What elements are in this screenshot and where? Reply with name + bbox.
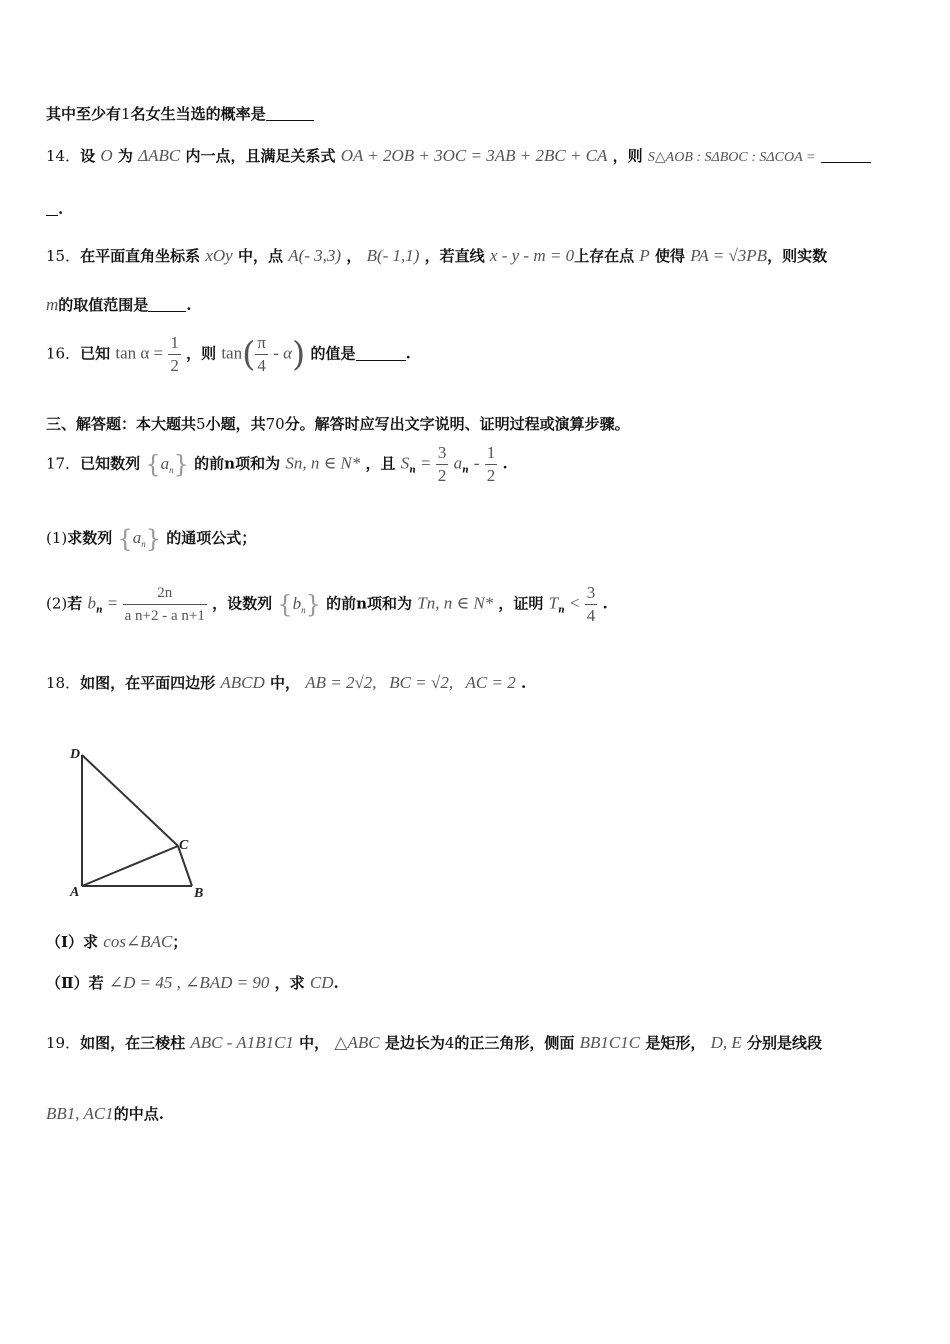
question-number: 16．	[46, 344, 81, 363]
math-cd: CD	[309, 973, 334, 992]
question-number: 18．	[46, 674, 81, 692]
text: 已知	[80, 344, 111, 363]
text: 求数列	[67, 529, 113, 547]
text: 项和为	[367, 594, 413, 613]
math-point-a: A(- 3,3)	[288, 246, 342, 265]
question-15	[46, 245, 827, 266]
answer-blank	[148, 297, 186, 312]
math-vector-equation: OA + 2OB + 3OC = 3AB + 2BC + CA	[340, 146, 608, 165]
math-conditions: AB = 2√2, BC = √2, AC = 2	[305, 673, 516, 692]
text: ，且	[365, 454, 396, 473]
math-points: D, E	[710, 1033, 742, 1052]
question-14	[46, 145, 871, 166]
text: 其中至少有	[46, 105, 122, 123]
math-fraction	[168, 332, 181, 377]
label-a: A	[70, 885, 80, 900]
text: 的前	[326, 594, 357, 613]
denominator: 2	[170, 356, 179, 375]
text: 为	[117, 147, 133, 165]
text: 的中点.	[113, 1105, 164, 1123]
math-o: O	[100, 146, 113, 165]
text: 若	[67, 594, 83, 613]
question-17	[46, 442, 508, 487]
text: 是矩形，	[645, 1034, 706, 1052]
math-fraction	[436, 442, 449, 487]
right-paren: )	[292, 334, 306, 375]
numerator: 1	[168, 332, 181, 355]
question-14-cont	[46, 200, 63, 218]
text: 已知数列	[80, 454, 141, 473]
part-label: (2)	[46, 594, 68, 613]
answer-blank	[46, 201, 58, 216]
denominator: 4	[586, 606, 596, 625]
math-fraction	[585, 582, 598, 627]
text: 中，	[269, 674, 300, 692]
text: 分。解答时应写出文字说明、证明过程或演算步骤。	[284, 415, 630, 433]
left-brace: {	[117, 525, 133, 553]
text: .	[58, 200, 64, 218]
part-label: （Ⅱ）	[46, 974, 89, 992]
text: 的通项公式；	[166, 529, 257, 547]
subscript: n	[96, 605, 103, 616]
math-fraction	[123, 582, 207, 627]
math-face: BB1C1C	[579, 1033, 641, 1052]
denominator: 2	[437, 466, 447, 485]
math-condition: PA = √3PB	[690, 246, 768, 265]
math-fraction	[485, 442, 498, 487]
numerator: π	[255, 332, 268, 355]
subscript: n	[558, 605, 565, 616]
math-s: S	[400, 453, 410, 473]
text: ，证明	[498, 594, 544, 613]
math-tan: tan	[221, 343, 243, 363]
part-label: （Ⅰ）	[46, 933, 84, 951]
math-triangle: ΔABC	[138, 146, 181, 165]
text: ，则实数	[767, 247, 828, 265]
text: ；	[172, 933, 188, 951]
label-c: C	[179, 838, 189, 853]
question-17-part-1	[46, 525, 256, 553]
text: ，则	[186, 344, 217, 363]
question-number: 17．	[46, 454, 81, 473]
right-brace: }	[305, 590, 321, 619]
subscript: n	[141, 539, 146, 549]
denominator: a n+2 - a n+1	[124, 608, 205, 624]
question-number: 19．	[46, 1034, 81, 1052]
text: 若	[88, 974, 104, 992]
text: 设	[80, 147, 96, 165]
math-line-equation: x - y - m = 0	[489, 246, 575, 265]
numerator: 2n	[123, 582, 207, 605]
quadrilateral-figure	[60, 740, 220, 910]
text: n	[224, 454, 236, 473]
left-brace: {	[145, 450, 161, 479]
question-18-part-1	[46, 931, 187, 952]
text: .	[186, 296, 192, 314]
question-number: 15．	[46, 247, 81, 265]
math-sequence	[133, 528, 146, 547]
text: .	[333, 974, 339, 992]
left-paren: (	[242, 334, 256, 375]
text: ，则	[612, 147, 643, 165]
text: 小题，共	[205, 415, 266, 433]
math-b: b	[87, 593, 96, 613]
question-17-part-2	[46, 582, 608, 627]
math-prism: ABC - A1B1C1	[190, 1033, 294, 1052]
edge-ac	[82, 846, 178, 886]
math-tan-alpha: tan α =	[115, 343, 164, 363]
math-triangle: △ABC	[334, 1033, 380, 1052]
text: 上存在点	[574, 247, 635, 265]
label-d: D	[70, 747, 81, 762]
question-15-cont	[46, 294, 192, 315]
math-sequence	[161, 454, 174, 473]
text: 内一点，且满足关系式	[185, 147, 336, 165]
number: 5	[196, 415, 206, 433]
math-m: m	[46, 295, 59, 314]
question-number: 14．	[46, 147, 81, 165]
text: ，设数列	[212, 594, 273, 613]
text: .	[520, 674, 527, 692]
math-a: a	[132, 528, 142, 547]
numerator: 3	[436, 442, 449, 465]
answer-blank	[356, 346, 406, 361]
number: 1	[121, 105, 131, 123]
subscript: n	[462, 465, 469, 476]
left-brace: {	[277, 590, 293, 619]
text: n	[356, 594, 368, 613]
text: ，求	[274, 974, 305, 992]
math-point-p: P	[639, 246, 650, 265]
math-less-than: <	[569, 593, 580, 613]
part-label: (1)	[46, 529, 68, 547]
question-18-part-2	[46, 972, 339, 993]
math-coordinate-system: xOy	[205, 246, 233, 265]
math-t: T	[548, 593, 559, 613]
text: 的值是	[310, 344, 356, 363]
text: 分别是线段	[746, 1034, 822, 1052]
subscript: n	[409, 465, 416, 476]
question-16	[46, 332, 411, 377]
q13-tail	[46, 103, 314, 124]
math-area-ratio: S△AOB : SΔBOC : SΔCOA =	[647, 150, 816, 165]
text: 项和为	[235, 454, 281, 473]
math-a: a	[160, 453, 170, 473]
math-minus: -	[473, 453, 480, 473]
number: 70	[265, 415, 285, 433]
text: 在平面直角坐标系	[80, 247, 201, 265]
text: 的正三角形，侧面	[454, 1034, 575, 1052]
text: 的取值范围是	[58, 296, 149, 314]
section-header	[46, 413, 630, 434]
numerator: 3	[585, 582, 598, 605]
number: 4	[444, 1034, 455, 1052]
text: 是边长为	[384, 1034, 445, 1052]
math-tn: Tn, n ∈ N*	[417, 593, 494, 613]
math-cos-bac: cos∠BAC	[103, 932, 173, 951]
subscript: n	[169, 464, 174, 475]
answer-blank	[266, 106, 314, 121]
right-brace: }	[145, 525, 162, 553]
math-equals: =	[421, 453, 431, 473]
math-quadrilateral: ABCD	[220, 673, 265, 692]
text: .	[602, 594, 608, 613]
math-a: a	[453, 453, 463, 473]
text: 如图，在三棱柱	[80, 1034, 186, 1052]
text: 三、解答题：本大题共	[46, 415, 197, 433]
math-alpha: - α	[273, 343, 293, 363]
text: 中，点	[237, 247, 283, 265]
denominator: 4	[257, 356, 266, 375]
text: 的前	[194, 454, 225, 473]
text: 中，	[299, 1034, 330, 1052]
question-19-cont	[46, 1103, 164, 1124]
text: .	[405, 344, 411, 363]
label-b: B	[194, 886, 204, 901]
text: ，	[346, 247, 362, 265]
numerator: 1	[485, 442, 498, 465]
math-sn: Sn, n ∈ N*	[285, 453, 361, 473]
text: 求	[83, 933, 99, 951]
math-fraction	[255, 332, 268, 377]
question-19	[46, 1032, 822, 1053]
math-point-b: B(- 1,1)	[366, 246, 420, 265]
math-angles: ∠D = 45 , ∠BAD = 90	[108, 973, 270, 992]
text: 名女生当选的概率是	[130, 105, 266, 123]
math-sequence	[293, 594, 306, 613]
math-b: b	[292, 593, 302, 613]
question-18	[46, 672, 526, 693]
subscript: n	[301, 604, 306, 615]
right-brace: }	[173, 450, 189, 479]
edge-dc	[82, 755, 178, 846]
text: 使得	[654, 247, 685, 265]
answer-blank	[821, 148, 871, 163]
math-segments: BB1, AC1	[46, 1104, 114, 1123]
text: .	[502, 454, 508, 473]
text: ，若直线	[424, 247, 485, 265]
text: 如图，在平面四边形	[80, 674, 216, 692]
math-equals: =	[107, 593, 118, 613]
denominator: 2	[486, 466, 496, 485]
